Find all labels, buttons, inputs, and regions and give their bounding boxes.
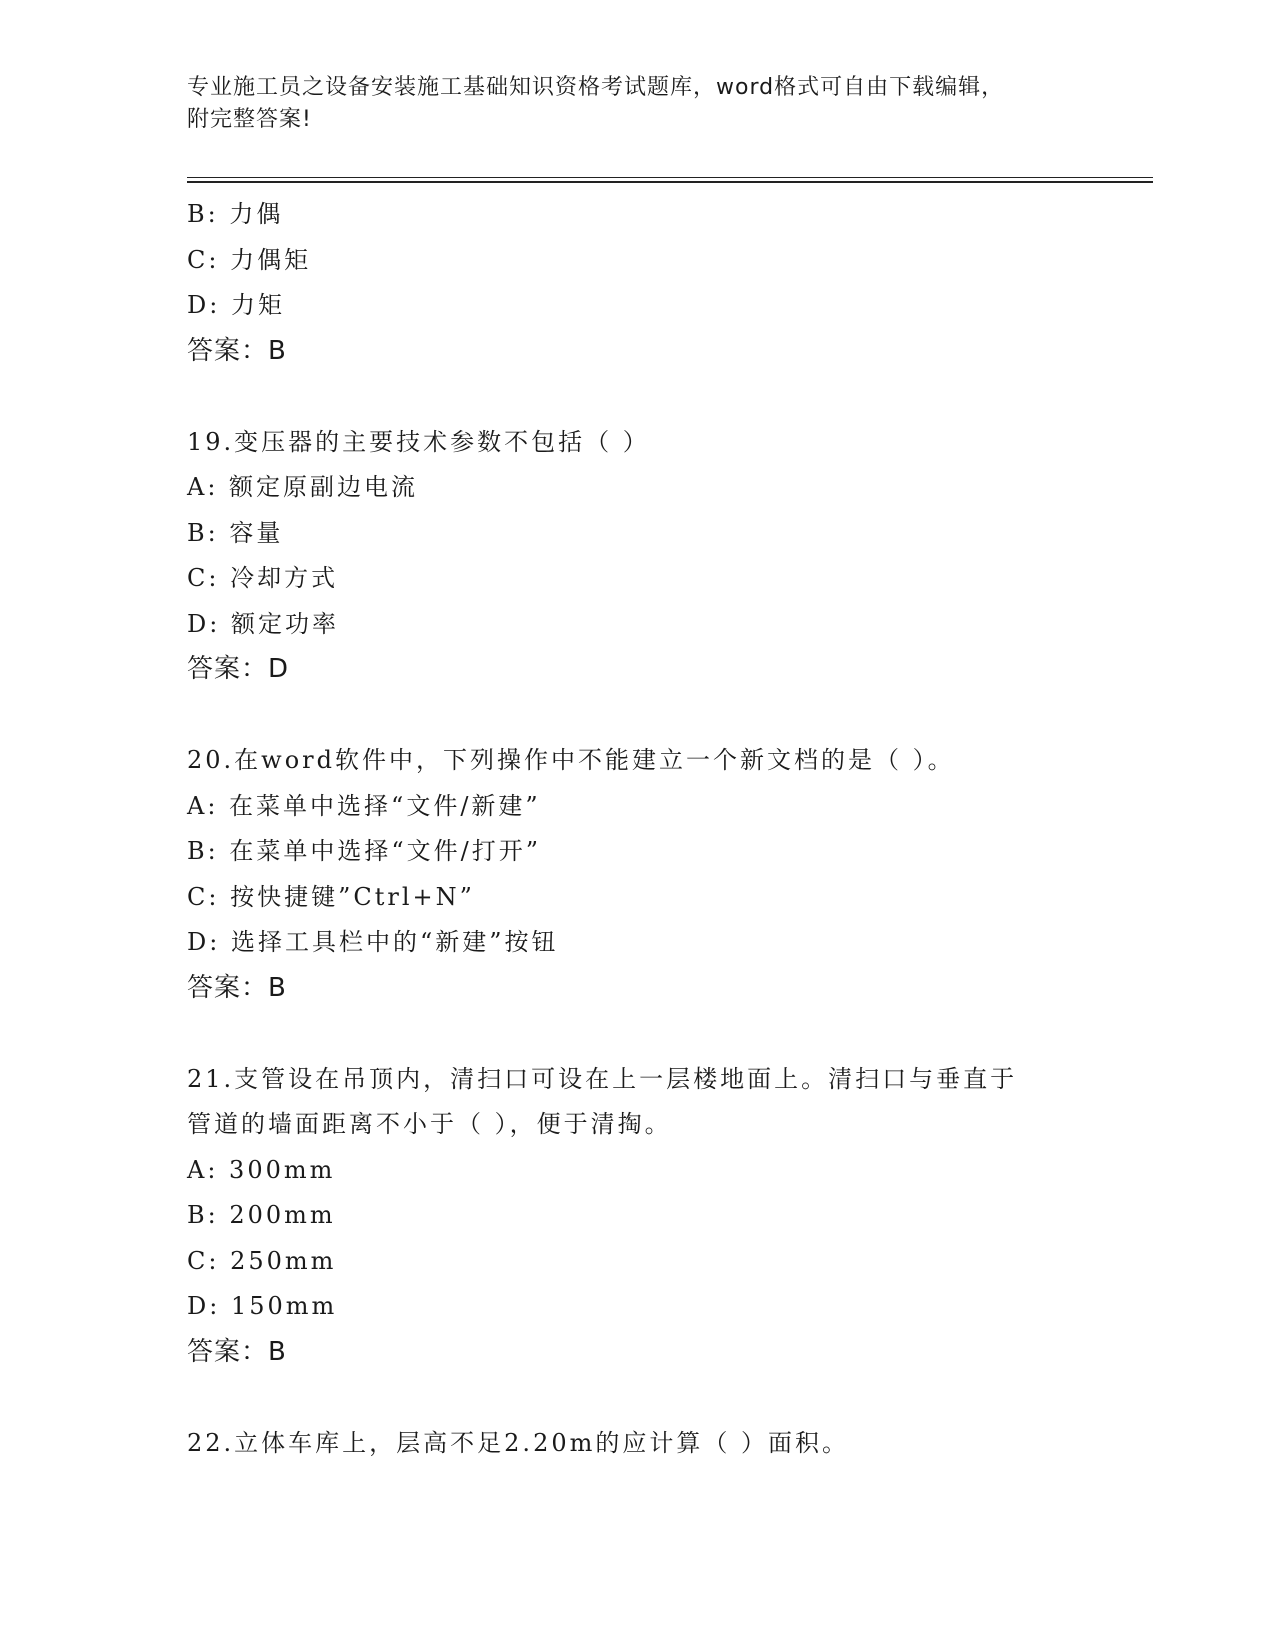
question-list [187, 192, 1087, 1466]
header-line-1: 专业施工员之设备安装施工基础知识资格考试题库，word格式可自由下载编辑， [187, 75, 1005, 100]
option-a: A: 额定原副边电流 [187, 473, 419, 501]
option-d: D: 额定功率 [187, 609, 339, 638]
document-header [187, 72, 1067, 136]
question-19 [187, 420, 1087, 693]
option-a: A: 300mm [187, 1155, 336, 1184]
option-a: A: 在菜单中选择“文件/新建” [187, 791, 541, 820]
option-b: B: 力偶 [187, 200, 284, 228]
question-text: 20.在word软件中，下列操作中不能建立一个新文档的是（ ）。 [187, 746, 955, 774]
answer: 答案：B [187, 1336, 287, 1367]
question-18 [187, 192, 1087, 374]
question-text: 22.立体车库上，层高不足2.20m的应计算（ ）面积。 [187, 1428, 849, 1457]
question-21 [187, 1057, 1087, 1376]
header-rule-top [187, 177, 1153, 178]
answer: 答案：B [187, 972, 287, 1003]
option-c: C: 力偶矩 [187, 245, 312, 274]
header-rule-bottom [187, 181, 1153, 183]
answer: 答案：D [187, 654, 290, 684]
question-text: 19.变压器的主要技术参数不包括（ ） [187, 427, 650, 456]
option-b: B: 容量 [187, 518, 284, 547]
header-line-2: 附完整答案! [187, 107, 312, 132]
question-22 [187, 1421, 1087, 1467]
option-c: C: 按快捷键”Ctrl+N” [187, 882, 475, 911]
option-b: B: 200mm [187, 1201, 336, 1229]
option-d: D: 选择工具栏中的“新建”按钮 [187, 928, 559, 956]
option-c: C: 250mm [187, 1246, 337, 1275]
option-d: D: 150mm [187, 1292, 338, 1320]
option-b: B: 在菜单中选择“文件/打开” [187, 837, 541, 865]
option-d: D: 力矩 [187, 291, 285, 319]
question-20 [187, 738, 1087, 1011]
question-text-line-1: 21.支管设在吊顶内，清扫口可设在上一层楼地面上。清扫口与垂直于 [187, 1064, 1018, 1093]
option-c: C: 冷却方式 [187, 564, 339, 592]
question-text-line-2: 管道的墙面距离不小于（ ），便于清掏。 [187, 1110, 672, 1138]
answer: 答案：B [187, 335, 287, 366]
